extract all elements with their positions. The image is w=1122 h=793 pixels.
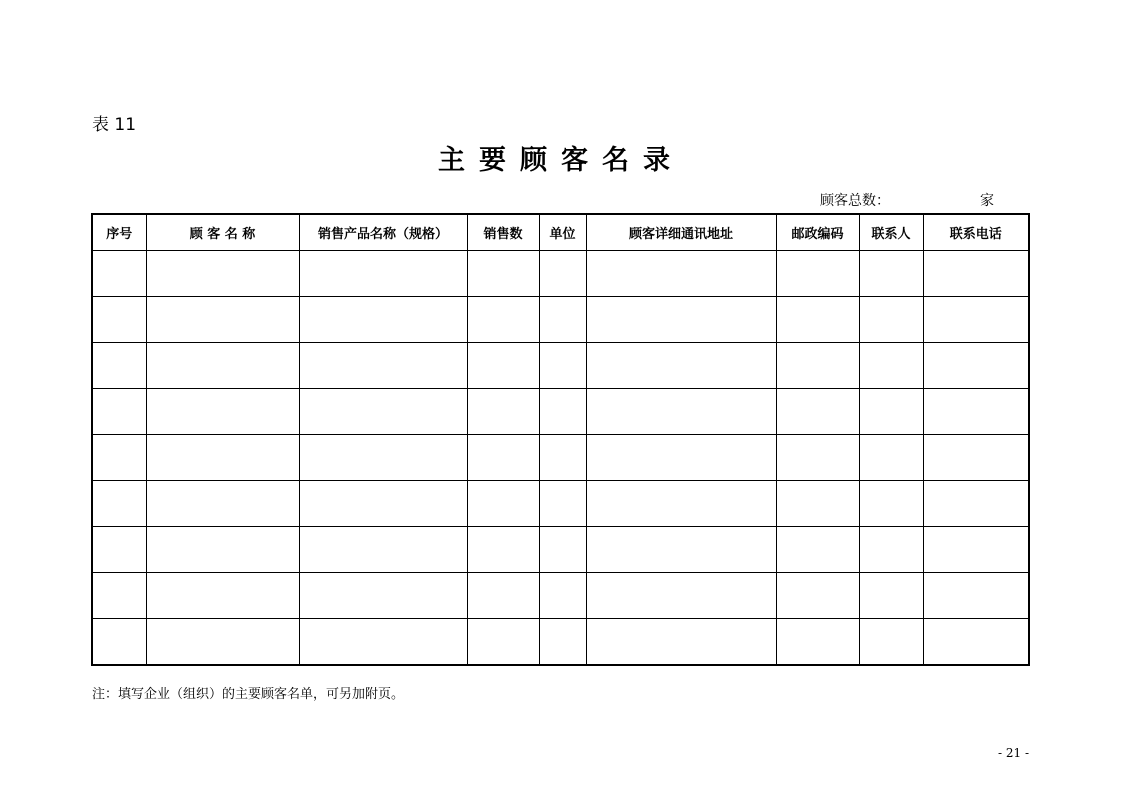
table-row: [92, 527, 1029, 573]
table-cell[interactable]: [776, 573, 859, 619]
header-unit: 单位: [539, 214, 586, 251]
table-cell[interactable]: [467, 297, 539, 343]
table-cell[interactable]: [859, 343, 923, 389]
table-cell[interactable]: [467, 619, 539, 666]
table-cell[interactable]: [859, 527, 923, 573]
table-cell[interactable]: [467, 251, 539, 297]
header-customer-name: 顾 客 名 称: [146, 214, 299, 251]
table-cell[interactable]: [586, 343, 776, 389]
table-cell[interactable]: [299, 343, 467, 389]
table-cell[interactable]: [146, 573, 299, 619]
table-cell[interactable]: [776, 389, 859, 435]
table-cell[interactable]: [776, 481, 859, 527]
table-cell[interactable]: [467, 481, 539, 527]
table-cell[interactable]: [146, 619, 299, 666]
header-product-name: 销售产品名称（规格）: [299, 214, 467, 251]
table-cell[interactable]: [92, 297, 146, 343]
table-header-row: [92, 214, 1029, 251]
table-cell[interactable]: [146, 343, 299, 389]
table-cell[interactable]: [146, 435, 299, 481]
table-cell[interactable]: [146, 481, 299, 527]
table-cell[interactable]: [92, 435, 146, 481]
table-cell[interactable]: [923, 619, 1029, 666]
table-cell[interactable]: [923, 435, 1029, 481]
header-contact-person: 联系人: [859, 214, 923, 251]
header-address: 顾客详细通讯地址: [586, 214, 776, 251]
table-cell[interactable]: [923, 251, 1029, 297]
table-cell[interactable]: [586, 527, 776, 573]
table-cell[interactable]: [859, 481, 923, 527]
table-cell[interactable]: [776, 527, 859, 573]
table-cell[interactable]: [586, 389, 776, 435]
table-cell[interactable]: [586, 435, 776, 481]
table-row: [92, 389, 1029, 435]
table-cell[interactable]: [299, 573, 467, 619]
footnote: 注：填写企业（组织）的主要顾客名单，可另加附页。: [92, 687, 405, 702]
table-row: [92, 619, 1029, 666]
table-cell[interactable]: [467, 389, 539, 435]
table-cell[interactable]: [146, 297, 299, 343]
table-cell[interactable]: [923, 389, 1029, 435]
table-cell[interactable]: [586, 251, 776, 297]
table-cell[interactable]: [586, 619, 776, 666]
table-cell[interactable]: [859, 389, 923, 435]
table-cell[interactable]: [92, 573, 146, 619]
page-title: 主要顾客名录: [438, 145, 684, 176]
table-row: [92, 297, 1029, 343]
table-cell[interactable]: [92, 527, 146, 573]
table-cell[interactable]: [539, 389, 586, 435]
table-cell[interactable]: [776, 343, 859, 389]
customer-list-table: [91, 213, 1030, 666]
table-cell[interactable]: [776, 251, 859, 297]
table-cell[interactable]: [776, 619, 859, 666]
table-cell[interactable]: [467, 435, 539, 481]
table-cell[interactable]: [92, 251, 146, 297]
table-cell[interactable]: [146, 251, 299, 297]
table-cell[interactable]: [539, 527, 586, 573]
table-cell[interactable]: [146, 389, 299, 435]
table-cell[interactable]: [92, 481, 146, 527]
table-cell[interactable]: [299, 297, 467, 343]
page-number: - 21 -: [998, 746, 1030, 760]
header-phone: 联系电话: [923, 214, 1029, 251]
table-cell[interactable]: [299, 435, 467, 481]
table-label: 表 11: [92, 115, 137, 135]
table-row: [92, 481, 1029, 527]
table-cell[interactable]: [299, 619, 467, 666]
table-row: [92, 573, 1029, 619]
table-cell[interactable]: [467, 527, 539, 573]
table-cell[interactable]: [776, 435, 859, 481]
table-cell[interactable]: [859, 573, 923, 619]
table-cell[interactable]: [539, 251, 586, 297]
table-cell[interactable]: [92, 389, 146, 435]
table-cell[interactable]: [923, 297, 1029, 343]
table-cell[interactable]: [146, 527, 299, 573]
table-cell[interactable]: [923, 573, 1029, 619]
table-cell[interactable]: [586, 297, 776, 343]
customer-total-label: 顾客总数：: [820, 193, 890, 209]
table-cell[interactable]: [539, 297, 586, 343]
table-cell[interactable]: [299, 389, 467, 435]
table-cell[interactable]: [923, 343, 1029, 389]
table-cell[interactable]: [92, 619, 146, 666]
table-cell[interactable]: [539, 343, 586, 389]
table-cell[interactable]: [586, 573, 776, 619]
table-cell[interactable]: [299, 481, 467, 527]
table-cell[interactable]: [586, 481, 776, 527]
table-row: [92, 343, 1029, 389]
table-cell[interactable]: [539, 573, 586, 619]
table-cell[interactable]: [859, 297, 923, 343]
header-postal-code: 邮政编码: [776, 214, 859, 251]
table-cell[interactable]: [92, 343, 146, 389]
table-cell[interactable]: [923, 527, 1029, 573]
table-cell[interactable]: [923, 481, 1029, 527]
table-cell[interactable]: [776, 297, 859, 343]
table-cell[interactable]: [299, 527, 467, 573]
table-cell[interactable]: [467, 573, 539, 619]
table-cell[interactable]: [539, 619, 586, 666]
table-row: [92, 435, 1029, 481]
customer-total-unit: 家: [980, 193, 994, 209]
table-cell[interactable]: [859, 435, 923, 481]
table-row: [92, 251, 1029, 297]
header-index: 序号: [92, 214, 146, 251]
table-cell[interactable]: [467, 343, 539, 389]
table-cell[interactable]: [539, 481, 586, 527]
table-cell[interactable]: [299, 251, 467, 297]
table-cell[interactable]: [859, 251, 923, 297]
header-sales-quantity: 销售数: [467, 214, 539, 251]
table-cell[interactable]: [859, 619, 923, 666]
table-cell[interactable]: [539, 435, 586, 481]
